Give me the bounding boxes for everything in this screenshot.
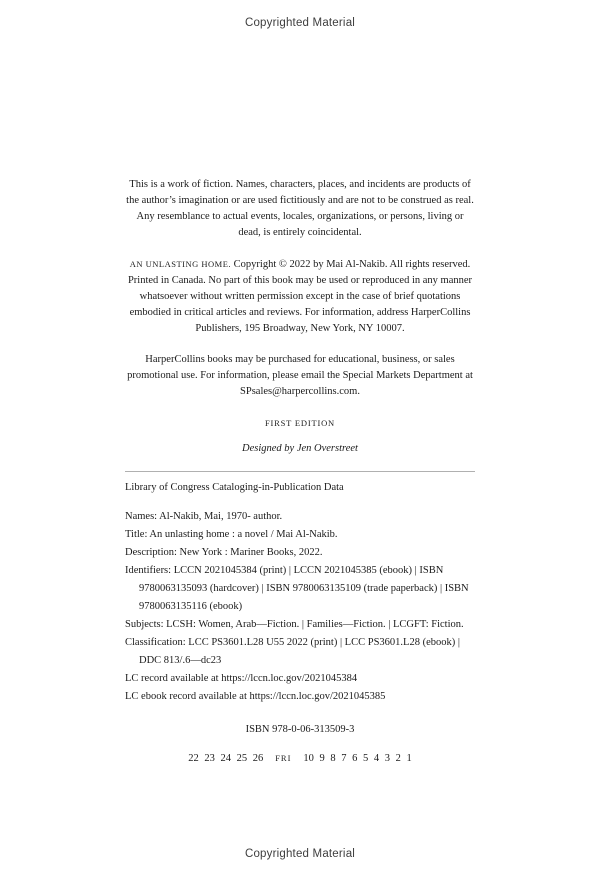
cip-entry-identifiers: Identifiers: LCCN 2021045384 (print) | LCCN 2021045385 (ebook) | ISBN 9780063135093 (hardcover) | ISBN 9780063135109 (trade paperback) | ISBN 9780063135116 (ebook)	[125, 565, 469, 612]
cip-heading: Library of Congress Cataloging-in-Publication Data	[125, 482, 344, 493]
cip-entry-names: Names: Al-Nakib, Mai, 1970- author.	[125, 511, 283, 522]
cip-block	[125, 508, 475, 706]
sales-paragraph: HarperCollins books may be purchased for educational, business, or sales promotional use. For information, please email the Special Markets Department at SPsales@harpercollins.com.	[127, 354, 473, 397]
copyright-page-content	[125, 177, 475, 767]
cip-entry-lc-ebook: LC ebook record available at https://lccn.loc.gov/2021045385	[125, 691, 386, 702]
rights-paragraph	[125, 256, 475, 337]
book-title-smallcaps: AN UNLASTING HOME.	[129, 259, 232, 269]
printers-key-line	[125, 750, 475, 767]
print-run-years: 22 23 24 25 26	[188, 753, 264, 764]
print-run-numbers: 10 9 8 7 6 5 4 3 2 1	[303, 753, 412, 764]
isbn-line: ISBN 978-0-06-313509-3	[245, 724, 355, 735]
edition-notice: FIRST EDITION	[265, 418, 335, 428]
fiction-disclaimer: This is a work of fiction. Names, characters, places, and incidents are products of the author’s imagination or are used fictitiously and are not to be construed as real. Any resemblance to actual events, locales, organizations, or persons, living or dead, is entirely coincidental.	[126, 179, 474, 238]
rights-text: Copyright © 2022 by Mai Al-Nakib. All rights reserved. Printed in Canada. No part of this book may be used or reproduced in any manner whatsoever without written permission except in the case of brief quotations embodied in critical articles and reviews. For information, address HarperCollins Publishers, 195 Broadway, New York, NY 10007.	[127, 259, 473, 334]
cip-entry-classification: Classification: LCC PS3601.L28 U55 2022 (print) | LCC PS3601.L28 (ebook) | DDC 813/.6—dc23	[125, 637, 460, 666]
cip-entry-title: Title: An unlasting home : a novel / Mai Al-Nakib.	[125, 529, 338, 540]
cip-entry-lc-record: LC record available at https://lccn.loc.gov/2021045384	[125, 673, 358, 684]
copyrighted-material-bottom: Copyrighted Material	[244, 848, 356, 860]
cip-entry-description: Description: New York : Mariner Books, 2022.	[125, 547, 323, 558]
printer-code: FRI	[275, 753, 292, 763]
designer-credit: Designed by Jen Overstreet	[242, 443, 358, 454]
cip-entry-subjects: Subjects: LCSH: Women, Arab—Fiction. | Families—Fiction. | LCGFT: Fiction.	[125, 619, 464, 630]
divider-line	[125, 471, 475, 472]
copyrighted-material-top: Copyrighted Material	[244, 17, 356, 29]
